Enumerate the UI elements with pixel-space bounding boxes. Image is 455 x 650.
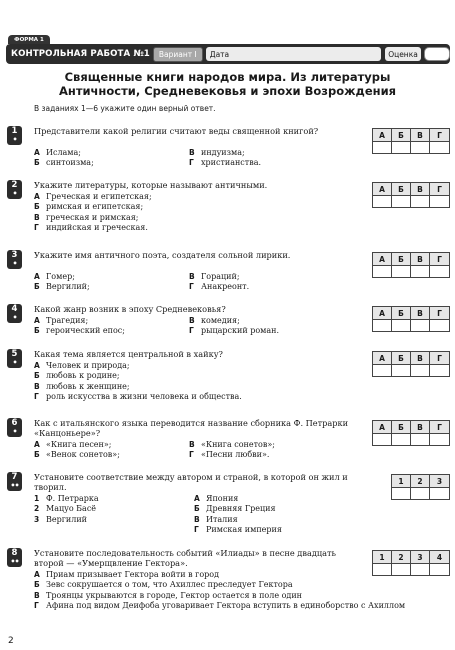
option: В индуизма;	[189, 148, 245, 157]
option: Г Анакреонт.	[189, 282, 250, 292]
answer-cell[interactable]	[392, 141, 411, 153]
match-right: В Италия	[194, 514, 238, 524]
answer-grid: А Б В Г	[372, 306, 450, 332]
question-number: 8 ••	[7, 548, 22, 567]
match-pairs	[34, 494, 364, 536]
option: В комедия;	[189, 316, 240, 325]
answer-cell[interactable]	[411, 433, 430, 445]
option: В любовь к женщине;	[34, 381, 130, 391]
option: А Ислама;	[34, 148, 81, 157]
match-right: Г Римская империя	[194, 525, 282, 535]
question-text: Какая тема является центральной в хайку?	[34, 349, 223, 359]
answer-cell[interactable]	[392, 487, 411, 499]
answer-cell[interactable]	[411, 141, 430, 153]
option: Б Вергилий;	[34, 282, 90, 292]
answer-cell[interactable]	[373, 433, 392, 445]
answer-cell[interactable]	[430, 364, 449, 376]
option: Б синтоизма;	[34, 158, 94, 168]
options	[34, 361, 364, 403]
option: Г Афина под видом Деифоба уговаривает Гектора вступить в единоборство с Ахиллом	[34, 601, 406, 611]
question-text: Представители какой религии считают веды священной книгой?	[34, 126, 319, 136]
answer-cell[interactable]	[373, 195, 392, 207]
question-number: 4 •	[7, 304, 22, 323]
answer-cell[interactable]	[392, 195, 411, 207]
answer-cell[interactable]	[392, 433, 411, 445]
page-number: 2	[8, 636, 14, 646]
match-left: 1 Ф. Петрарка	[34, 494, 99, 503]
answer-cell[interactable]	[430, 319, 449, 331]
question-text: Как с итальянского языка переводится название сборника Ф. Петрарки «Канцоньере»?	[34, 418, 349, 439]
test-title: КОНТРОЛЬНАЯ РАБОТА №1	[11, 49, 150, 59]
answer-grid: А Б В Г	[372, 420, 450, 446]
options	[34, 192, 364, 234]
options	[34, 570, 414, 612]
variant-badge: Вариант I	[153, 47, 203, 62]
option: Г роль искусства в жизни человека и общества.	[34, 392, 242, 402]
option: А Греческая и египетская;	[34, 192, 152, 201]
option: Б Зевс сокрушается о том, что Ахиллес преследует Гектора	[34, 580, 293, 590]
option: Г рыцарский роман.	[189, 326, 280, 336]
option: А Человек и природа;	[34, 361, 130, 370]
match-right: Б Древняя Греция	[194, 504, 276, 514]
options	[34, 272, 364, 293]
answer-grid: 1 2 3 4	[372, 550, 450, 576]
answer-cell[interactable]	[373, 563, 392, 575]
answer-cell[interactable]	[411, 265, 430, 277]
title-line-2: Античности, Средневековья и эпохи Возрождения	[58, 83, 397, 98]
answer-grid: А Б В Г	[372, 351, 450, 377]
answer-cell[interactable]	[392, 364, 411, 376]
question-number: 1 •	[7, 126, 22, 145]
option: Б римская и египетская;	[34, 202, 144, 212]
answer-cell[interactable]	[373, 141, 392, 153]
question-number: 5 •	[7, 349, 22, 368]
question-number: 6 •	[7, 418, 22, 437]
answer-cell[interactable]	[430, 487, 449, 499]
question-number: 7 ••	[7, 472, 22, 491]
answer-grid: А Б В Г	[372, 182, 450, 208]
option: А Гомер;	[34, 272, 75, 281]
grade-field[interactable]	[424, 47, 450, 61]
answer-cell[interactable]	[373, 265, 392, 277]
answer-cell[interactable]	[411, 195, 430, 207]
match-right: А Япония	[194, 494, 239, 503]
option: Б любовь к родине;	[34, 371, 120, 381]
grade-label: Оценка	[385, 47, 421, 61]
answer-grid: А Б В Г	[372, 252, 450, 278]
option: В Троянцы укрываются в городе, Гектор остается в поле один	[34, 590, 302, 600]
options	[34, 440, 364, 461]
answer-cell[interactable]	[411, 563, 430, 575]
answer-cell[interactable]	[411, 319, 430, 331]
answer-cell[interactable]	[373, 364, 392, 376]
options	[34, 148, 364, 169]
title-line-1: Священные книги народов мира. Из литературы	[64, 70, 391, 84]
option: Б героический епос;	[34, 326, 125, 336]
option: Б «Венок сонетов»;	[34, 450, 120, 460]
header-bar	[6, 44, 450, 64]
option: Г «Песни любви».	[189, 450, 270, 460]
answer-cell[interactable]	[392, 319, 411, 331]
answer-cell[interactable]	[430, 195, 449, 207]
page-title	[0, 71, 455, 98]
answer-cell[interactable]	[411, 487, 430, 499]
options	[34, 316, 364, 337]
option: А «Книга песен»;	[34, 440, 112, 449]
option: В Гораций;	[189, 272, 240, 281]
option: Г христианства.	[189, 158, 262, 168]
option: В греческая и римская;	[34, 212, 139, 222]
question-number: 3 •	[7, 250, 22, 269]
option: Г индийская и греческая.	[34, 223, 148, 233]
match-left: 3 Вергилий	[34, 514, 88, 524]
question-text: Укажите литературы, которые называют античными.	[34, 180, 268, 190]
date-field[interactable]: Дата	[206, 47, 381, 61]
option: А Трагедия;	[34, 316, 89, 325]
question-text: Установите соответствие между автором и страной, в которой он жил и творил.	[34, 472, 348, 493]
answer-cell[interactable]	[430, 563, 449, 575]
answer-cell[interactable]	[411, 364, 430, 376]
answer-grid: 1 2 3	[391, 474, 450, 500]
answer-cell[interactable]	[392, 265, 411, 277]
question-number: 2 •	[7, 180, 22, 199]
option: В «Книга сонетов»;	[189, 440, 275, 449]
answer-cell[interactable]	[430, 265, 449, 277]
question-text: Какой жанр возник в эпоху Средневековья?	[34, 304, 226, 314]
instructions: В заданиях 1—6 укажите один верный ответ.	[34, 104, 216, 113]
answer-cell[interactable]	[430, 141, 449, 153]
match-left: 2 Мацуо Басё	[34, 504, 97, 514]
answer-cell[interactable]	[373, 319, 392, 331]
answer-cell[interactable]	[392, 563, 411, 575]
answer-cell[interactable]	[430, 433, 449, 445]
answer-grid: А Б В Г	[372, 128, 450, 154]
option: А Приам призывает Гектора войти в город	[34, 570, 220, 579]
form-label: ФОРМА 1	[8, 35, 50, 44]
question-text: Укажите имя античного поэта, создателя сольной лирики.	[34, 250, 291, 260]
question-text: Установите последовательность событий «Илиады» в песне двадцать второй — «Умерщвление Гектора».	[34, 548, 336, 569]
